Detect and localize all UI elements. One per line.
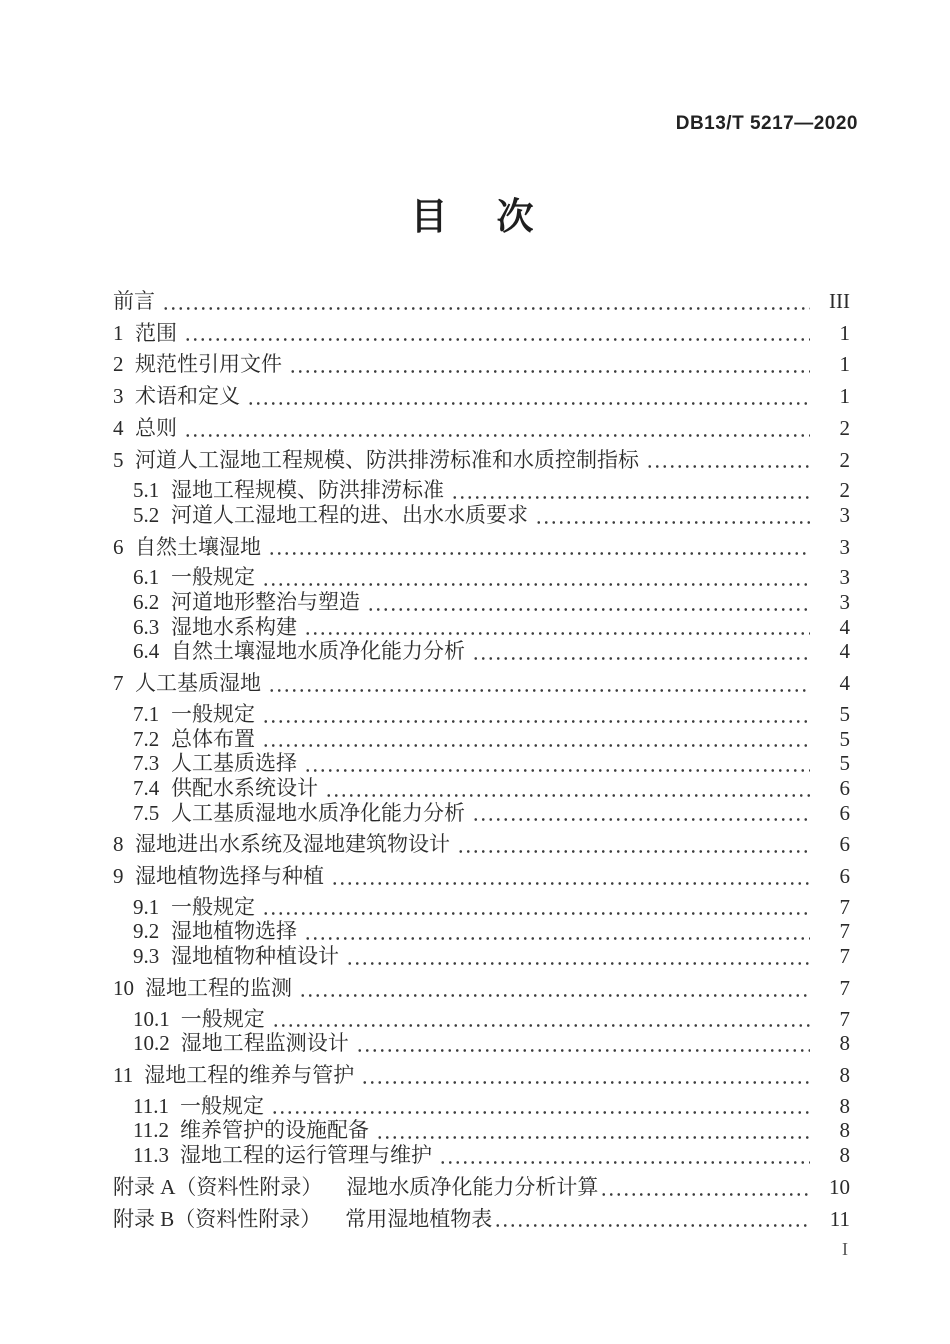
toc-entry-number: 4 — [113, 415, 124, 440]
toc-entry — [113, 1007, 850, 1032]
toc-entry-number: 10 — [113, 975, 134, 1000]
dot-leader — [299, 994, 810, 997]
toc-entry-number: 3 — [113, 384, 124, 409]
toc-entry — [113, 1175, 850, 1200]
toc-entry — [113, 1143, 850, 1168]
toc-entry-page: 1 — [839, 384, 850, 409]
toc-entry-page: 7 — [839, 975, 850, 1000]
toc-entry-number: 附录 A（资料性附录） — [113, 1174, 323, 1199]
dot-leader — [535, 521, 810, 524]
dot-leader — [325, 794, 810, 797]
toc-entry-title: 湿地植物种植设计 — [171, 944, 339, 969]
toc-entry — [113, 864, 850, 889]
toc-entry-number: 11.3 — [133, 1143, 169, 1168]
toc-entry-page: 8 — [839, 1093, 850, 1118]
toc-entry — [113, 478, 850, 503]
toc-entry-page: 8 — [839, 1031, 850, 1056]
toc-entry — [113, 1063, 850, 1088]
toc-entry-number: 2 — [113, 352, 124, 377]
toc-entry-title: 湿地工程监测设计 — [180, 1031, 349, 1056]
dot-leader — [289, 370, 810, 373]
toc-entry-title: 湿地工程规模、防洪排涝标准 — [171, 478, 444, 503]
toc-entry — [113, 384, 850, 409]
toc-entry — [113, 615, 850, 640]
toc-entry-number: 7.4 — [133, 775, 160, 800]
toc-entry-page: 2 — [839, 447, 850, 472]
toc-entry — [113, 751, 850, 776]
toc-entry-number: 10.2 — [133, 1031, 170, 1056]
dot-leader — [304, 632, 810, 635]
toc-entry-page: 1 — [839, 352, 850, 377]
toc-entry — [113, 503, 850, 528]
toc-entry — [113, 671, 850, 696]
toc-entry — [113, 976, 850, 1001]
toc-entry-number: 9.2 — [133, 919, 160, 944]
toc-entry-number: 7.2 — [133, 726, 160, 751]
toc-entry-page: 2 — [839, 415, 850, 440]
toc-entry-page: 2 — [839, 478, 850, 503]
toc-entry — [113, 590, 850, 615]
dot-leader — [184, 434, 810, 437]
dot-leader — [262, 720, 810, 723]
toc-entry-title: 湿地植物选择 — [171, 919, 297, 944]
toc-entry-title: 一般规定 — [171, 701, 255, 726]
toc-entry-title: 自然土壤湿地 — [135, 534, 261, 559]
toc-entry — [113, 1207, 850, 1232]
toc-entry — [113, 289, 850, 314]
toc-entry-number: 6 — [113, 534, 124, 559]
toc-entry-page: 6 — [839, 864, 850, 889]
page-title: 目 次 — [410, 196, 540, 237]
toc-entry-number: 1 — [113, 320, 124, 345]
toc-entry-number: 11.2 — [133, 1118, 169, 1143]
toc-entry-page: 11 — [829, 1206, 850, 1231]
toc-entry-title: 供配水系统设计 — [171, 775, 318, 800]
dot-leader — [439, 1161, 810, 1164]
dot-leader — [272, 1024, 810, 1027]
toc-entry-page: 8 — [839, 1062, 850, 1087]
toc-entry-number: 7 — [113, 671, 124, 696]
toc-entry-title: 人工基质选择 — [171, 751, 297, 776]
toc-entry-number: 11 — [113, 1062, 134, 1087]
toc-entry-title: 湿地水质净化能力分析计算 — [346, 1174, 599, 1199]
toc-entry-number: 5.1 — [133, 478, 160, 503]
toc-entry-number: 7.5 — [133, 800, 160, 825]
toc-entry-title: 湿地进出水系统及湿地建筑物设计 — [135, 832, 450, 857]
dot-leader — [356, 1049, 810, 1052]
dot-leader — [262, 744, 810, 747]
toc-entry-number: 9.1 — [133, 894, 160, 919]
toc-entry-number: 7.3 — [133, 751, 160, 776]
dot-leader — [457, 850, 810, 853]
toc-entry-number: 5.2 — [133, 502, 160, 527]
toc-entry-title: 规范性引用文件 — [135, 352, 282, 377]
toc-entry-page: III — [829, 289, 850, 313]
toc-entry-title: 范围 — [135, 320, 177, 345]
toc-entry-number: 6.2 — [133, 590, 160, 615]
toc-entry-page: 3 — [839, 565, 850, 590]
toc-entry-page: 6 — [839, 800, 850, 825]
toc-entry-number: 附录 B（资料性附录） — [113, 1206, 322, 1231]
dot-leader — [271, 1111, 810, 1114]
dot-leader — [304, 769, 810, 772]
toc-entry-page: 10 — [829, 1174, 850, 1199]
dot-leader — [367, 608, 810, 611]
page-number: I — [842, 1239, 848, 1260]
toc-entry-page: 6 — [839, 775, 850, 800]
toc-entry-page: 5 — [839, 751, 850, 776]
toc-entry-title: 自然土壤湿地水质净化能力分析 — [171, 639, 465, 664]
standard-code: DB13/T 5217—2020 — [675, 113, 858, 134]
toc-entry — [113, 565, 850, 590]
toc-entry-page: 7 — [839, 944, 850, 969]
toc-entry-page: 3 — [839, 534, 850, 559]
toc-entry — [113, 801, 850, 826]
toc-entry — [113, 448, 850, 473]
toc-entry-title: 一般规定 — [180, 1006, 265, 1031]
toc-entry-title: 维养管护的设施配备 — [179, 1118, 369, 1143]
toc-entry-number: 7.1 — [133, 701, 160, 726]
toc-entry-page: 5 — [839, 701, 850, 726]
toc-entry-number: 8 — [113, 832, 124, 857]
toc-entry — [113, 702, 850, 727]
dot-leader — [162, 307, 810, 310]
dot-leader — [646, 465, 810, 468]
toc-entry-number: 6.4 — [133, 639, 160, 664]
toc-entry-title: 湿地水系构建 — [171, 614, 297, 639]
toc-entry — [113, 639, 850, 664]
toc-entry — [113, 727, 850, 752]
toc-entry-title: 人工基质湿地 — [135, 671, 261, 696]
toc-entry-title: 湿地工程的维养与管护 — [144, 1062, 355, 1087]
toc-entry-page: 7 — [839, 894, 850, 919]
toc-entry-title: 前言 — [113, 289, 155, 313]
toc-entry-number: 9.3 — [133, 944, 160, 969]
dot-leader — [361, 1081, 810, 1084]
toc-entry-title: 总则 — [135, 415, 177, 440]
dot-leader — [268, 552, 810, 555]
toc-entry — [113, 944, 850, 969]
dot-leader — [451, 496, 810, 499]
dot-leader — [262, 583, 810, 586]
dot-leader — [346, 962, 810, 965]
toc-entry — [113, 321, 850, 346]
toc-entry — [113, 416, 850, 441]
toc-entry-page: 7 — [839, 919, 850, 944]
toc-entry — [113, 352, 850, 377]
toc-entry-page: 1 — [839, 320, 850, 345]
toc-entry-title: 一般规定 — [171, 565, 255, 590]
toc-entry-title: 湿地工程的监测 — [145, 975, 292, 1000]
dot-leader — [331, 882, 810, 885]
dot-leader — [268, 689, 810, 692]
toc-entry-page: 8 — [839, 1143, 850, 1168]
toc-entry-title: 湿地工程的运行管理与维护 — [179, 1143, 432, 1168]
dot-leader — [472, 657, 810, 660]
toc-entry-page: 7 — [839, 1006, 850, 1031]
toc-entry — [113, 1094, 850, 1119]
toc-entry-number: 6.1 — [133, 565, 160, 590]
toc-entry-page: 5 — [839, 726, 850, 751]
toc-entry-page: 3 — [839, 590, 850, 615]
toc-entry-number: 5 — [113, 447, 124, 472]
toc-entry — [113, 535, 850, 560]
dot-leader — [600, 1193, 810, 1196]
toc-entry-title: 河道地形整治与塑造 — [171, 590, 360, 615]
toc-entry-number: 9 — [113, 864, 124, 889]
toc-entry — [113, 776, 850, 801]
toc-entry — [113, 1118, 850, 1143]
dot-leader — [184, 338, 810, 341]
toc-entry-page: 6 — [839, 832, 850, 857]
toc-entry-number: 10.1 — [133, 1006, 170, 1031]
dot-leader — [376, 1136, 810, 1139]
toc-entry — [113, 832, 850, 857]
dot-leader — [262, 912, 810, 915]
toc-entry-title: 一般规定 — [171, 894, 255, 919]
dot-leader — [494, 1224, 810, 1227]
dot-leader — [472, 818, 810, 821]
dot-leader — [247, 402, 810, 405]
toc-entry-title: 总体布置 — [171, 726, 255, 751]
toc-entry-title: 术语和定义 — [135, 384, 240, 409]
toc-entry-number: 11.1 — [133, 1093, 169, 1118]
toc-entry-page: 3 — [839, 502, 850, 527]
toc-entry-page: 4 — [839, 639, 850, 664]
toc-entry — [113, 1031, 850, 1056]
toc-entry-page: 4 — [839, 671, 850, 696]
table-of-contents — [113, 289, 850, 1231]
toc-entry-title: 河道人工湿地工程的进、出水水质要求 — [171, 502, 528, 527]
toc-entry-title: 人工基质湿地水质净化能力分析 — [171, 800, 465, 825]
toc-entry — [113, 895, 850, 920]
toc-entry — [113, 919, 850, 944]
toc-entry-page: 4 — [839, 614, 850, 639]
toc-entry-number: 6.3 — [133, 614, 160, 639]
toc-entry-title: 常用湿地植物表 — [345, 1206, 493, 1231]
dot-leader — [304, 937, 810, 940]
toc-entry-title: 河道人工湿地工程规模、防洪排涝标准和水质控制指标 — [135, 447, 639, 472]
toc-entry-title: 湿地植物选择与种植 — [135, 864, 324, 889]
toc-entry-title: 一般规定 — [179, 1093, 264, 1118]
toc-entry-page: 8 — [839, 1118, 850, 1143]
